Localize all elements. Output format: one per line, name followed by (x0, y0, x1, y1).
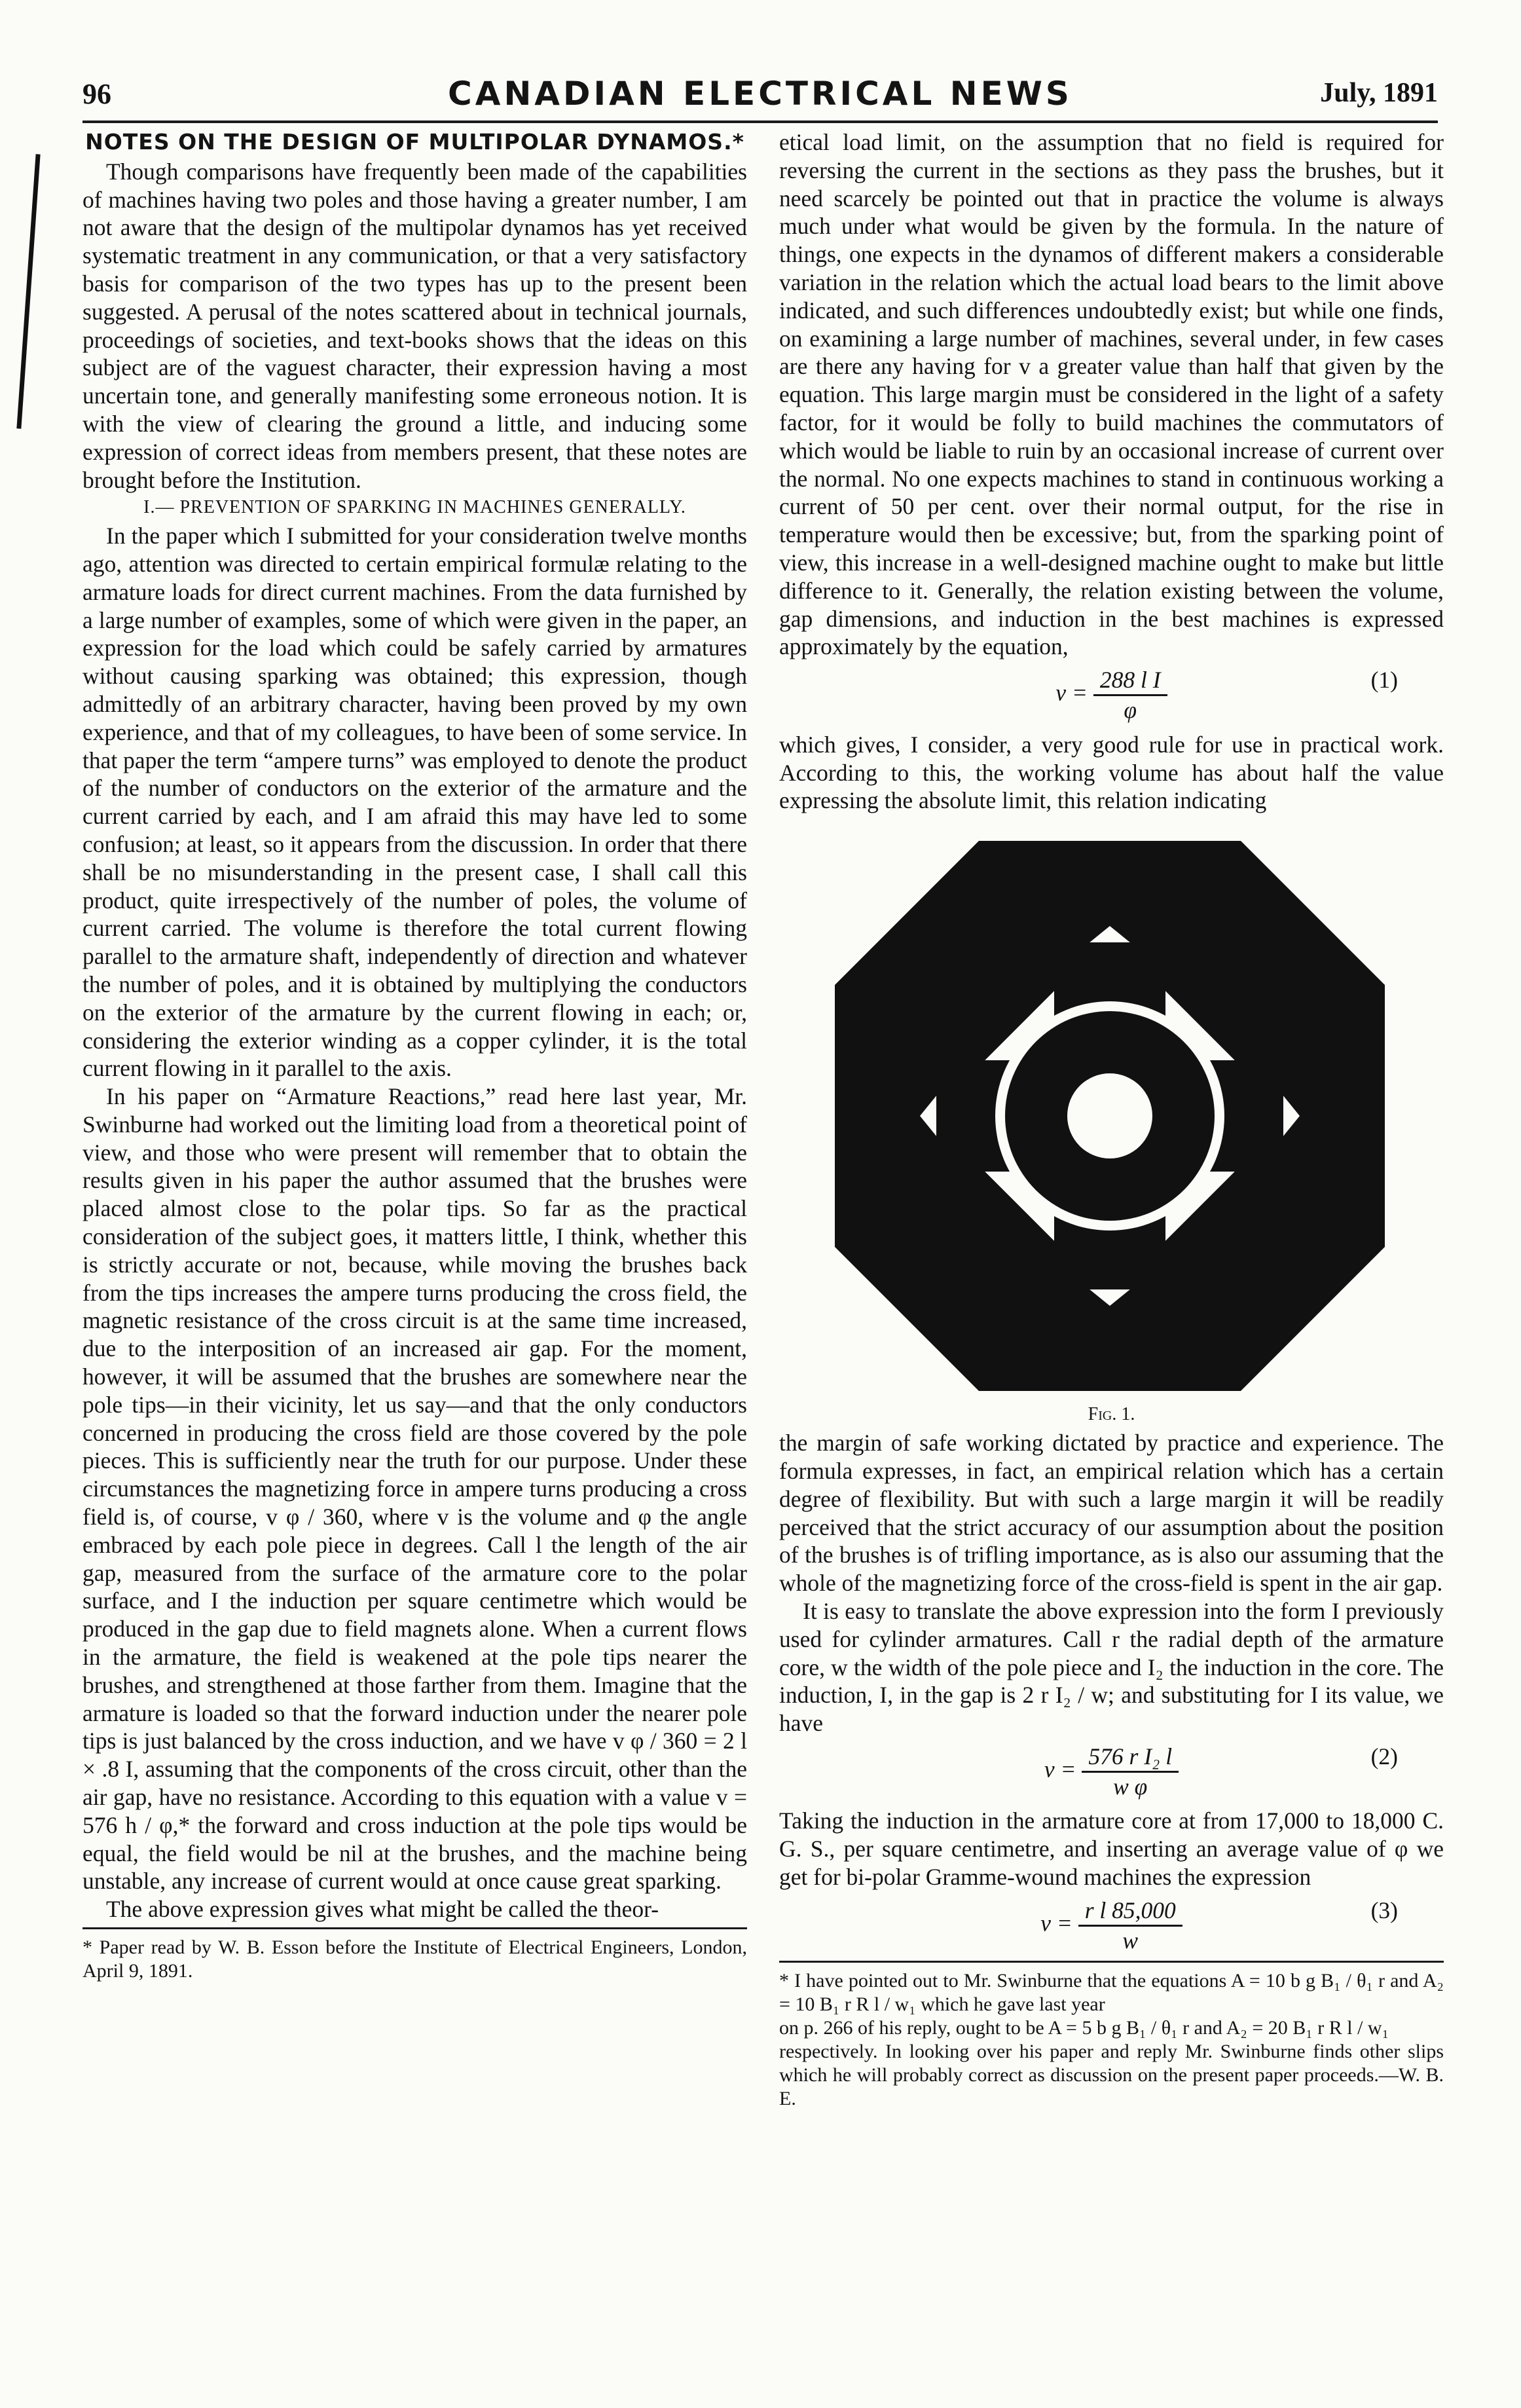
masthead: CANADIAN ELECTRICAL NEWS (448, 75, 1072, 113)
footnote: * Paper read by W. B. Esson before the Institute of Electrical Engineers, London, April 9, 1891. (82, 1936, 747, 1982)
equation-fraction (1078, 1897, 1182, 1955)
footnote-part: on p. 266 of his reply, ought to be A = 5 b g B₁ / θ₁ r and A₂ = 20 B₁ r R l / w₁ (779, 2017, 1389, 2039)
paragraph: etical load limit, on the assumption that no field is required for reversing the current in the sections as they pass the brushes, but it need scarcely be pointed out that in practice the volume is always much under what would be given by the formula. In the nature of things, one expects in the dynamos of different makers a considerable variation in the relation which the actual load bears to the limit above indicated, and such differences undoubtedly exist; but while one finds, on examining a large number of machines, several under, in few cases are there any having for v a greater value than half that given by the equation. This large margin must be considered in the light of a safety factor, for it would be folly to build machines the commutators of which would be liable to ruin by an occasional increase of current over the normal. No one expects machines to stand in continuous working a current of 50 per cent. over their normal output, for the rise in temperature would then be excessive; but, from the sparking point of view, this increase in a well-designed machine ought to make but little difference to it. Generally, the relation existing between the volume, gap dimensions, and induction in the best machines is expressed approximately by the equation, (779, 129, 1444, 660)
equation-numerator: r l 85,000 (1078, 1897, 1182, 1927)
equation-1 (779, 666, 1444, 724)
header-rule (82, 120, 1438, 123)
paragraph: the margin of safe working dictated by practice and experience. The formula expresses, in fact, an empirical relation which has a certain degree of flexibility. But with such a large margin it will be readily perceived that the strict accuracy of our assumption about the position of the brushes is of trifling importance, as is also our assuming that the whole of the magnetizing force of the cross-field is spent in the air gap. (779, 1430, 1444, 1597)
equation-fraction (1093, 666, 1167, 724)
paragraph: In his paper on “Armature Reactions,” read here last year, Mr. Swinburne had worked out the limiting load from a theoretical point of view, and those who were present will remember that to obtain the results given in his paper the author assumed that the brushes were placed almost close to the polar tips. So far as the practical consideration of the subject goes, it matters little, I think, whether this is strictly accurate or not, because, while moving the brushes back from the tips increases the ampere turns producing the cross field, the magnetic resistance of the cross circuit is at the same time increased, due to the interposition of an increased air gap. For the moment, however, it will be assumed that the brushes are somewhere near the pole tips—in their vicinity, let us say—and that the only conductors concerned in producing the cross field are those covered by the pole pieces. This is sufficiently near the truth for our purpose. Under these circumstances the magnetizing force in ampere turns producing a cross field is, of course, v φ / 360, where v is the volume and φ the angle embraced by each pole piece in degrees. Call l the length of the air gap, measured from the surface of the armature core to the polar surface, and I the induction per square centimetre which would be produced in the gap due to field magnets alone. When a current flows in the armature, the field is weakened at the pole tips nearer the brushes, and strengthened at those farther from them. Imagine that the armature is loaded so that the forward induction under the nearer pole tips is just balanced by the cross induction, and we have v φ / 360 = 2 l × .8 I, assuming that the components of the cross circuit, other than the air gap, have no resistance. According to this equation with a value v = 576 h / φ,* the forward and cross induction at the pole tips would be equal, the field would be nil at the brushes, and the machine being unstable, any increase of current would at once cause great sparking. (82, 1083, 747, 1895)
equation-number: (2) (1370, 1743, 1398, 1769)
paragraph: It is easy to translate the above expression into the form I previously used for cylinder armatures. Call r the radial depth of the armature core, w the width of the pole piece and I₂ the induction in the core. The induction, I, in the gap is 2 r I₂ / w; and substituting for I its value, we have (779, 1597, 1444, 1737)
equation-3 (779, 1897, 1444, 1955)
equation-number: (3) (1370, 1897, 1398, 1923)
footnote-part: * I have pointed out to Mr. Swinburne that the equations A = 10 b g B₁ / θ₁ r and A₂ = 10 B₁ r R l / w₁ which he gave last year (779, 1970, 1444, 2016)
equation-denominator: w φ (1113, 1773, 1148, 1800)
paragraph: which gives, I consider, a very good rule for use in practical work. According to this, the working volume has about half the value expressing the absolute limit, this relation indicating (779, 731, 1444, 814)
footnote-part: respectively. In looking over his paper and reply Mr. Swinburne finds other slips which he will probably correct as discussion on the present paper proceeds.—W. B. E. (779, 2041, 1444, 2110)
page-number: 96 (82, 78, 111, 110)
equation-numerator: 288 l I (1093, 666, 1167, 696)
equation-denominator: w (1122, 1927, 1139, 1954)
section-heading: I.— PREVENTION OF SPARKING IN MACHINES GENERALLY. (143, 497, 686, 518)
paragraph: Though comparisons have frequently been made of the capabilities of machines having two poles and those having a greater number, I am not aware that the design of the multipolar dynamos has yet received systematic treatment in any communication, or that a very satisfactory basis for comparison of the two types has up to the present been suggested. A perusal of the notes scattered about in technical journals, proceedings of societies, and text-books shows that the ideas on this subject are of the vaguest character, their expression having a most uncertain tone, and generally manifesting some erroneous notion. It is with the view of clearing the ground a little, and inducing some expression of correct ideas from members present, that these notes are brought before the Institution. (82, 158, 747, 493)
footnote-rule (82, 1927, 747, 1929)
equation-number: (1) (1370, 667, 1398, 694)
footnote-rule (779, 1961, 1444, 1963)
paragraph: Taking the induction in the armature core at from 17,000 to 18,000 C. G. S., per square centimetre, and inserting an average value of φ we get for bi-polar Gramme-wound machines the expression (779, 1807, 1444, 1891)
paragraph: The above expression gives what might be called the theor- (106, 1896, 659, 1923)
page-header (82, 77, 1438, 117)
multipolar-dynamo-diagram (822, 828, 1398, 1404)
issue-date: July, 1891 (1320, 78, 1438, 108)
equation-lhs: v = (1040, 1910, 1072, 1936)
equation-lhs: v = (1055, 679, 1088, 706)
equation-numerator: 576 r I₂ l (1082, 1743, 1179, 1773)
figure-caption: Fig. 1. (1088, 1404, 1135, 1425)
margin-pencil-mark (16, 154, 40, 428)
paragraph: In the paper which I submitted for your consideration twelve months ago, attention was directed to certain empirical formulæ relating to the armature loads for direct current machines. From the data furnished by a large number of examples, some of which were given in the paper, an expression for the load which could be safely carried by armatures without causing sparking was obtained; this expression, though admittedly of an arbitrary character, having been proved by my own experience, and that of my colleagues, to have been of some service. In that paper the term “ampere turns” was employed to denote the product of the number of conductors on the exterior of the armature and the current carried by each, and I am afraid this may have led to some confusion; at least, so it appears from the discussion. In order that there shall be no misunderstanding in the present case, I shall call this product, quite irrespectively of the number of poles, the volume of current carried. The volume is therefore the total current flowing parallel to the armature shaft, independently of direction and whatever the number of poles, and it is obtained by multiplying the conductors on the exterior of the armature by the current flowing in each; or, considering the exterior winding as a copper cylinder, it is the total current flowing in it parallel to the axis. (82, 523, 747, 1082)
figure-1 (779, 828, 1444, 1429)
equation-2 (779, 1743, 1444, 1801)
equation-lhs: v = (1044, 1756, 1076, 1783)
equation-fraction (1082, 1743, 1179, 1801)
article-title: NOTES ON THE DESIGN OF MULTIPOLAR DYNAMOS.* (85, 129, 744, 155)
equation-denominator: φ (1124, 696, 1137, 723)
right-column (779, 128, 1444, 2111)
left-column (82, 128, 747, 1983)
